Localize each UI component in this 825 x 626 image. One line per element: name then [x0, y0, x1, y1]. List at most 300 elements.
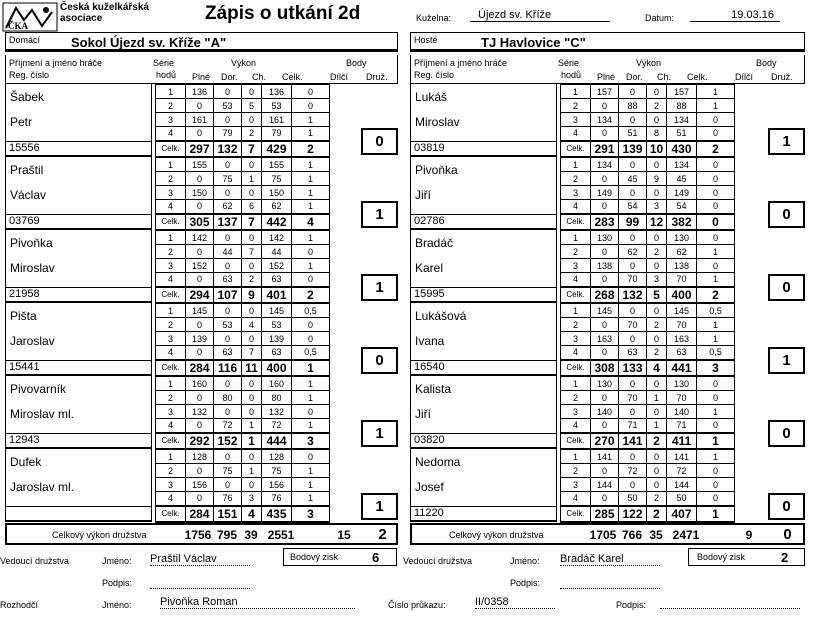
- score-cell: 2: [156, 464, 186, 478]
- player-surname: Praštil: [10, 163, 44, 177]
- total-cell: 3: [292, 506, 330, 522]
- druz-points-box: 0: [768, 420, 805, 447]
- score-cell: 156: [186, 478, 214, 492]
- score-cell: 1: [561, 85, 591, 99]
- player-score-table: [560, 157, 735, 231]
- score-cell: 2: [647, 492, 667, 506]
- score-cell: 149: [667, 186, 697, 200]
- total-cell: 411: [667, 433, 697, 449]
- score-cell: 0: [619, 259, 647, 273]
- table-row: [561, 85, 735, 99]
- table-row: [156, 186, 330, 200]
- score-cell: 53: [214, 318, 242, 332]
- score-cell: 152: [262, 259, 292, 273]
- score-cell: 0,5: [292, 304, 330, 318]
- player-surname: Lukášová: [415, 309, 467, 323]
- cislo-prukazu: II/0358: [475, 596, 555, 609]
- score-cell: 76: [214, 492, 242, 506]
- score-cell: 1: [156, 158, 186, 172]
- total-cell: 400: [667, 287, 697, 303]
- druz-points-box: 1: [768, 128, 805, 155]
- player-score-table: [155, 449, 330, 523]
- total-cell: 3: [292, 433, 330, 449]
- score-cell: 0: [619, 85, 647, 99]
- score-cell: 149: [591, 186, 619, 200]
- table-row: [561, 332, 735, 346]
- score-cell: 63: [619, 346, 647, 360]
- player-firstname: Jaroslav: [10, 334, 55, 348]
- score-cell: 2: [156, 172, 186, 186]
- player-block: [410, 84, 807, 157]
- player-surname: Bradáč: [415, 236, 454, 250]
- total-cell: 284: [186, 506, 214, 522]
- score-cell: 75: [262, 172, 292, 186]
- score-cell: 0: [697, 391, 735, 405]
- score-cell: 132: [186, 405, 214, 419]
- home-total-druz: 2: [378, 526, 387, 543]
- rozhodci-label: Rozhodčí: [0, 600, 39, 610]
- table-row: [156, 231, 330, 245]
- col-dor: Dor.: [626, 72, 643, 82]
- score-cell: 70: [619, 318, 647, 332]
- col-plne: Plné: [192, 72, 211, 82]
- score-cell: 2: [647, 99, 667, 113]
- total-cell: 285: [591, 506, 619, 522]
- score-cell: 79: [262, 127, 292, 141]
- player-surname: Pivovarník: [10, 382, 67, 396]
- total-cell: 442: [262, 214, 292, 230]
- total-label: Celk.: [561, 433, 591, 449]
- home-total-ch: 39: [244, 528, 258, 542]
- score-cell: 4: [561, 200, 591, 214]
- score-cell: 0: [697, 419, 735, 433]
- total-label: Celk.: [156, 506, 186, 522]
- score-cell: 150: [262, 186, 292, 200]
- score-cell: 4: [561, 419, 591, 433]
- player-total-row: [561, 360, 735, 376]
- score-cell: 0: [647, 478, 667, 492]
- away-total-celk: 2471: [672, 528, 700, 542]
- player-total-row: [561, 141, 735, 157]
- score-cell: 0: [242, 304, 262, 318]
- table-row: [156, 346, 330, 360]
- score-cell: 0: [591, 245, 619, 259]
- score-cell: 4: [561, 492, 591, 506]
- druz-points-box: 1: [361, 274, 398, 301]
- score-cell: 0: [647, 85, 667, 99]
- rozhodci-name: Pivoňka Roman: [160, 596, 355, 609]
- score-cell: 128: [186, 450, 214, 464]
- score-cell: 144: [667, 478, 697, 492]
- datum-label: Datum:: [645, 13, 675, 23]
- away-team-name: TJ Havlovice "C": [481, 35, 586, 50]
- score-cell: 136: [186, 85, 214, 99]
- score-cell: 144: [591, 478, 619, 492]
- score-cell: 3: [561, 113, 591, 127]
- score-cell: 0: [647, 259, 667, 273]
- table-row: [561, 99, 735, 113]
- player-block: [410, 303, 807, 376]
- player-firstname: Jiří: [415, 188, 431, 202]
- score-cell: 71: [667, 419, 697, 433]
- home-team-bar: [5, 32, 398, 52]
- score-cell: 0: [697, 158, 735, 172]
- page-title: Zápis o utkání 2d: [205, 3, 361, 24]
- score-cell: 0: [697, 172, 735, 186]
- score-cell: 54: [667, 200, 697, 214]
- score-cell: 63: [262, 346, 292, 360]
- total-cell: 139: [619, 141, 647, 157]
- score-cell: 0: [591, 127, 619, 141]
- table-row: [156, 85, 330, 99]
- table-row: [156, 304, 330, 318]
- score-cell: 130: [667, 231, 697, 245]
- table-row: [156, 492, 330, 506]
- score-cell: 0: [292, 332, 330, 346]
- score-cell: 1: [697, 85, 735, 99]
- score-cell: 1: [561, 231, 591, 245]
- score-cell: 2: [561, 172, 591, 186]
- score-cell: 1: [292, 186, 330, 200]
- home-bodovy-zisk: 6: [372, 550, 380, 565]
- player-score-table: [155, 376, 330, 450]
- druz-points-box: 0: [768, 274, 805, 301]
- score-cell: 4: [242, 318, 262, 332]
- score-cell: 2: [561, 318, 591, 332]
- score-cell: 62: [262, 200, 292, 214]
- score-cell: 63: [214, 273, 242, 287]
- score-cell: 51: [619, 127, 647, 141]
- total-cell: 429: [262, 141, 292, 157]
- score-cell: 3: [156, 405, 186, 419]
- score-cell: 0: [697, 231, 735, 245]
- score-cell: 156: [262, 478, 292, 492]
- score-cell: 1: [292, 391, 330, 405]
- player-reg-number: 02786: [414, 215, 445, 227]
- score-cell: 0: [242, 405, 262, 419]
- score-cell: 0: [186, 419, 214, 433]
- druz-points-box: 1: [361, 493, 398, 520]
- score-cell: 4: [156, 200, 186, 214]
- score-cell: 0: [647, 332, 667, 346]
- score-cell: 140: [667, 405, 697, 419]
- score-cell: 3: [156, 259, 186, 273]
- score-cell: 0,5: [697, 346, 735, 360]
- player-firstname: Petr: [10, 115, 33, 129]
- away-team-total: [410, 523, 805, 545]
- player-name-box: [410, 84, 557, 157]
- score-cell: 161: [262, 113, 292, 127]
- score-cell: 75: [214, 172, 242, 186]
- score-cell: 140: [591, 405, 619, 419]
- score-cell: 141: [667, 450, 697, 464]
- player-score-table: [155, 157, 330, 231]
- score-cell: 0: [591, 172, 619, 186]
- score-cell: 132: [262, 405, 292, 419]
- score-cell: 6: [242, 200, 262, 214]
- score-cell: 1: [697, 405, 735, 419]
- score-cell: 0: [619, 186, 647, 200]
- player-name-box: [5, 230, 152, 303]
- home-total-plne: 1756: [184, 528, 212, 542]
- score-cell: 142: [262, 231, 292, 245]
- player-name-box: [410, 157, 557, 230]
- score-cell: 1: [697, 99, 735, 113]
- score-cell: 2: [156, 99, 186, 113]
- table-row: [156, 273, 330, 287]
- total-cell: 2: [647, 433, 667, 449]
- total-label: Celk.: [561, 360, 591, 376]
- score-cell: 4: [561, 346, 591, 360]
- player-reg-number: 03820: [414, 434, 445, 446]
- score-cell: 1: [292, 200, 330, 214]
- score-cell: 0: [214, 304, 242, 318]
- score-cell: 9: [647, 172, 667, 186]
- table-row: [156, 200, 330, 214]
- score-cell: 0: [591, 99, 619, 113]
- total-cell: 132: [214, 141, 242, 157]
- score-cell: 2: [561, 99, 591, 113]
- score-cell: 0: [214, 158, 242, 172]
- score-cell: 0: [697, 186, 735, 200]
- away-bodovy-zisk-box: [688, 548, 805, 566]
- player-firstname: Josef: [415, 480, 444, 494]
- away-total-plne: 1705: [589, 528, 617, 542]
- col-celk: Celk.: [282, 72, 303, 82]
- player-firstname: Jaroslav ml.: [10, 480, 75, 494]
- score-cell: 45: [667, 172, 697, 186]
- player-block: [5, 449, 402, 522]
- home-podpis-label: Podpis:: [102, 578, 133, 588]
- score-cell: 134: [591, 158, 619, 172]
- score-cell: 4: [156, 273, 186, 287]
- table-row: [561, 478, 735, 492]
- score-cell: 1: [292, 127, 330, 141]
- score-cell: 2: [156, 245, 186, 259]
- score-cell: 1: [292, 231, 330, 245]
- score-cell: 63: [667, 346, 697, 360]
- away-total-dor: 766: [621, 528, 643, 542]
- score-cell: 136: [262, 85, 292, 99]
- home-team-name: Sokol Újezd sv. Kříže "A": [71, 35, 227, 50]
- table-row: [561, 377, 735, 391]
- score-cell: 62: [667, 245, 697, 259]
- table-row: [156, 245, 330, 259]
- table-row: [561, 304, 735, 318]
- total-cell: 294: [186, 287, 214, 303]
- player-reg-number: 15556: [9, 142, 40, 154]
- score-cell: 44: [214, 245, 242, 259]
- score-cell: 3: [561, 405, 591, 419]
- table-row: [156, 391, 330, 405]
- table-row: [156, 172, 330, 186]
- table-row: [156, 332, 330, 346]
- player-surname: Dufek: [10, 455, 42, 469]
- score-cell: 0: [591, 464, 619, 478]
- score-cell: 1: [561, 158, 591, 172]
- score-cell: 163: [591, 332, 619, 346]
- total-cell: 152: [214, 433, 242, 449]
- score-cell: 150: [186, 186, 214, 200]
- score-cell: 72: [214, 419, 242, 433]
- total-label: Celk.: [156, 214, 186, 230]
- score-cell: 0: [697, 113, 735, 127]
- total-cell: 116: [214, 360, 242, 376]
- score-cell: 1: [561, 304, 591, 318]
- total-cell: 291: [591, 141, 619, 157]
- table-row: [561, 450, 735, 464]
- total-cell: 400: [262, 360, 292, 376]
- player-reg-number: 11220: [414, 507, 444, 519]
- score-cell: 130: [591, 377, 619, 391]
- away-team-bar: [410, 32, 805, 52]
- score-cell: 0: [186, 492, 214, 506]
- total-cell: 407: [667, 506, 697, 522]
- home-podpis-line: [150, 588, 250, 589]
- cka-logo: [2, 2, 58, 32]
- total-cell: 99: [619, 214, 647, 230]
- bodovy-zisk-label: Bodový zisk: [290, 552, 339, 562]
- score-cell: 63: [262, 273, 292, 287]
- table-row: [156, 478, 330, 492]
- home-total-celk: 2551: [267, 528, 295, 542]
- score-cell: 1: [697, 318, 735, 332]
- score-cell: 0: [186, 273, 214, 287]
- total-cell: 435: [262, 506, 292, 522]
- total-cell: 308: [591, 360, 619, 376]
- score-cell: 3: [561, 332, 591, 346]
- score-cell: 76: [262, 492, 292, 506]
- score-cell: 141: [591, 450, 619, 464]
- total-cell: 122: [619, 506, 647, 522]
- kuzelna-label: Kuželna:: [416, 13, 452, 23]
- score-cell: 4: [561, 273, 591, 287]
- score-cell: 0: [186, 346, 214, 360]
- score-cell: 2: [647, 318, 667, 332]
- score-cell: 0: [697, 478, 735, 492]
- team-total-label: Celkový výkon družstva: [449, 530, 544, 540]
- score-cell: 0: [242, 85, 262, 99]
- score-cell: 3: [647, 200, 667, 214]
- col-vykon: Výkon: [231, 58, 257, 68]
- away-total-dilci: 9: [745, 528, 753, 542]
- total-cell: 2: [292, 287, 330, 303]
- score-cell: 4: [156, 346, 186, 360]
- score-cell: 0: [186, 127, 214, 141]
- score-cell: 1: [697, 450, 735, 464]
- player-name-box: [410, 303, 557, 376]
- total-label: Celk.: [156, 360, 186, 376]
- total-cell: 1: [292, 360, 330, 376]
- score-cell: 51: [667, 127, 697, 141]
- total-cell: 3: [697, 360, 735, 376]
- score-cell: 1: [156, 85, 186, 99]
- home-label: Domácí: [9, 35, 41, 45]
- score-cell: 0: [619, 304, 647, 318]
- score-cell: 0: [292, 99, 330, 113]
- player-name-box: [410, 376, 557, 449]
- player-score-table: [560, 84, 735, 158]
- table-row: [561, 186, 735, 200]
- home-bodovy-zisk-box: [283, 548, 397, 566]
- player-name-box: [5, 376, 152, 449]
- score-cell: 1: [697, 273, 735, 287]
- table-row: [156, 464, 330, 478]
- total-cell: 7: [242, 214, 262, 230]
- score-cell: 1: [292, 259, 330, 273]
- druz-points-box: 0: [768, 201, 805, 228]
- score-cell: 2: [561, 245, 591, 259]
- col-vykon: Výkon: [636, 58, 662, 68]
- total-cell: 133: [619, 360, 647, 376]
- table-row: [156, 405, 330, 419]
- player-firstname: Jiří: [415, 407, 431, 421]
- score-cell: 0: [647, 186, 667, 200]
- score-cell: 0: [292, 273, 330, 287]
- score-cell: 2: [561, 464, 591, 478]
- score-cell: 3: [561, 259, 591, 273]
- total-label: Celk.: [561, 214, 591, 230]
- table-row: [156, 127, 330, 141]
- score-cell: 7: [242, 346, 262, 360]
- score-cell: 1: [292, 158, 330, 172]
- score-cell: 0: [214, 186, 242, 200]
- away-total-druz: 0: [783, 526, 792, 543]
- total-cell: 2: [647, 506, 667, 522]
- score-cell: 139: [186, 332, 214, 346]
- score-cell: 72: [619, 464, 647, 478]
- score-cell: 0: [214, 405, 242, 419]
- score-cell: 2: [561, 391, 591, 405]
- total-cell: 292: [186, 433, 214, 449]
- score-cell: 0: [619, 332, 647, 346]
- score-cell: 0: [647, 304, 667, 318]
- score-cell: 0: [214, 478, 242, 492]
- score-cell: 70: [667, 273, 697, 287]
- score-cell: 130: [667, 377, 697, 391]
- score-cell: 155: [186, 158, 214, 172]
- player-reg-number: 12943: [9, 434, 40, 446]
- score-cell: 0: [619, 478, 647, 492]
- col-serie1: Série: [153, 58, 175, 68]
- table-row: [561, 200, 735, 214]
- score-cell: 1: [156, 304, 186, 318]
- table-row: [561, 158, 735, 172]
- player-reg-number: 16540: [414, 361, 445, 373]
- score-cell: 3: [647, 273, 667, 287]
- score-cell: 1: [561, 450, 591, 464]
- total-cell: 305: [186, 214, 214, 230]
- druz-points-box: 1: [768, 347, 805, 374]
- total-label: Celk.: [561, 287, 591, 303]
- col-serie2: hodů: [156, 70, 177, 80]
- score-cell: 1: [561, 377, 591, 391]
- total-cell: 151: [214, 506, 242, 522]
- score-cell: 0: [214, 231, 242, 245]
- score-cell: 4: [156, 492, 186, 506]
- player-name-box: [5, 157, 152, 230]
- score-cell: 0: [591, 391, 619, 405]
- total-cell: 444: [262, 433, 292, 449]
- score-cell: 1: [292, 419, 330, 433]
- player-total-row: [561, 506, 735, 522]
- col-dilci: Dílčí: [735, 72, 753, 82]
- home-vedouci-name: Praštil Václav: [150, 553, 250, 566]
- score-cell: 0: [697, 127, 735, 141]
- player-total-row: [156, 141, 330, 157]
- score-cell: 0: [697, 377, 735, 391]
- total-cell: 270: [591, 433, 619, 449]
